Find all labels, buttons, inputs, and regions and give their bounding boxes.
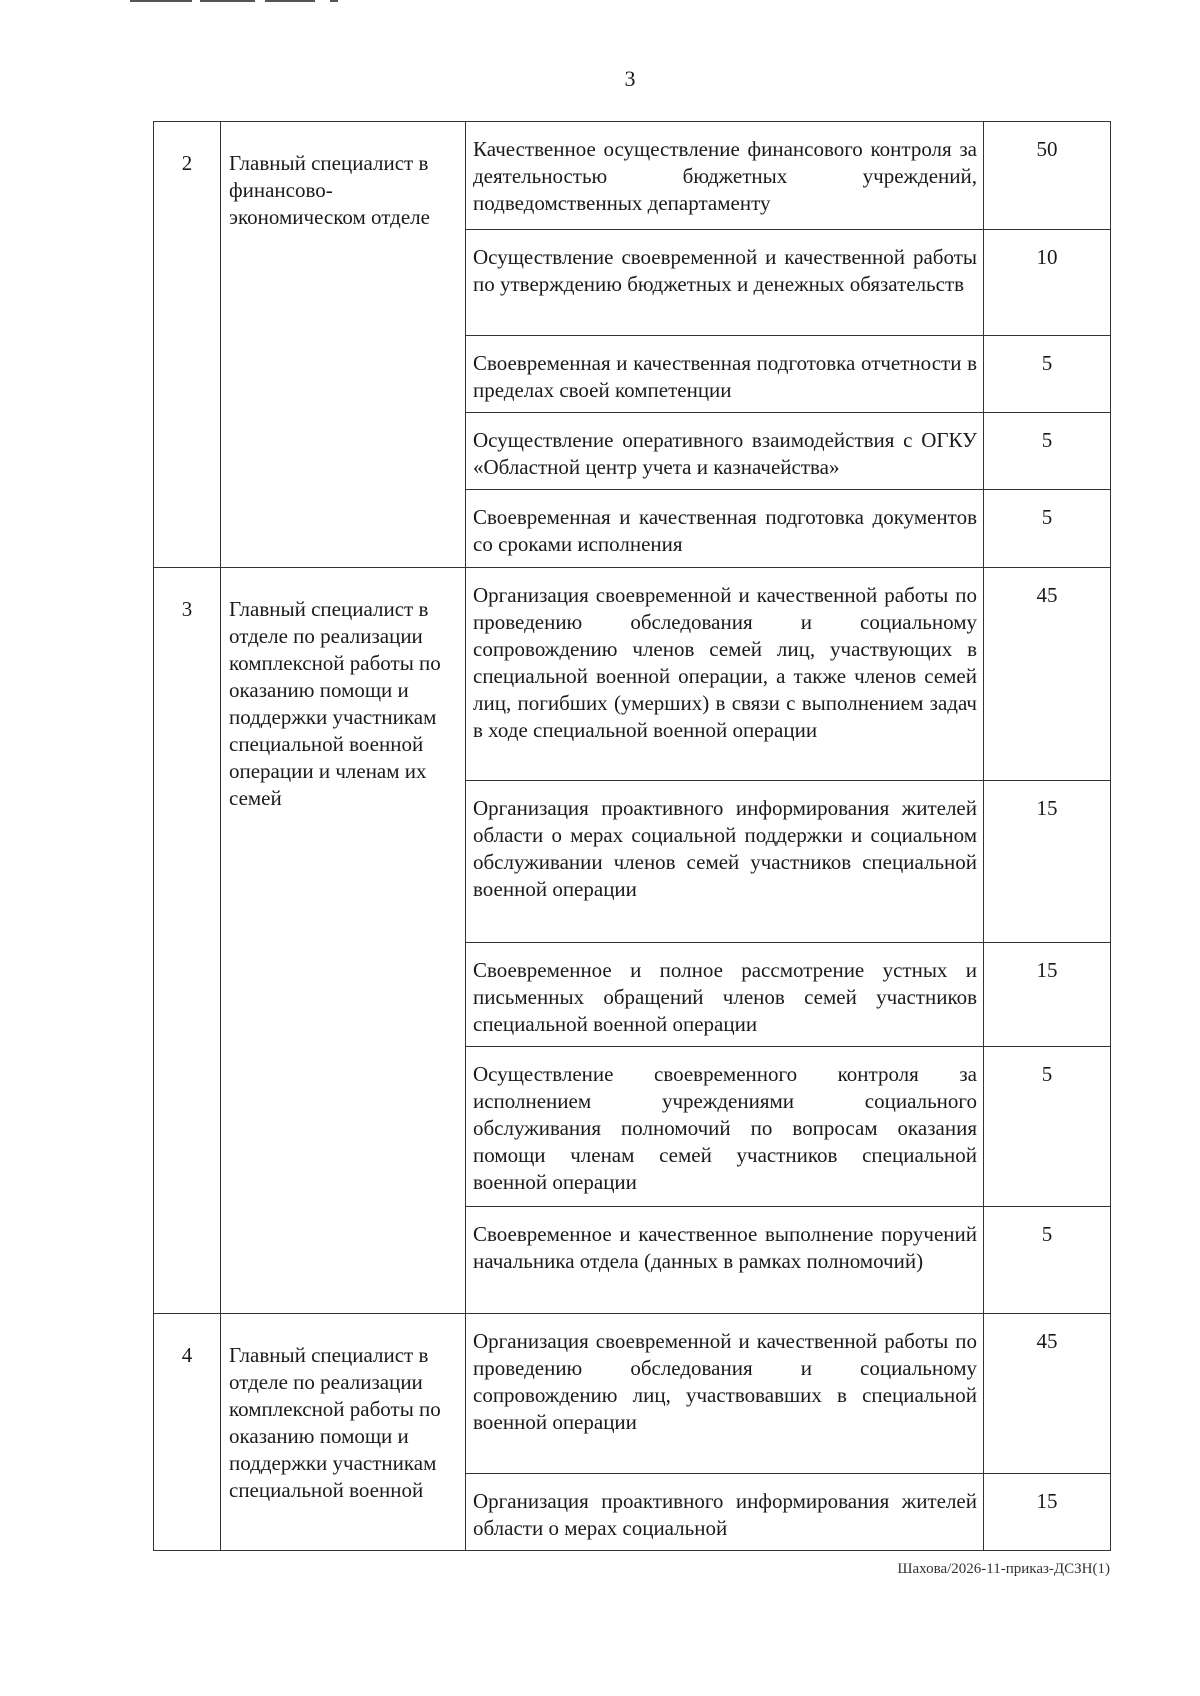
- criterion-score: 15: [984, 781, 1111, 943]
- criterion-text: Организация своевременной и качественной работы по проведению обследования и социальному сопровождению членов семей лиц, участвующих в специальной военной операции, а также членов семей лиц, погибших (умерших) в связи с выполнением задач в ходе специальной военной операции: [466, 568, 984, 781]
- criterion-score: 15: [984, 1474, 1111, 1551]
- document-footer-code: Шахова/2026-11-приказ-ДСЗН(1): [897, 1561, 1110, 1577]
- position-title: Главный специалист в финансово-экономическом отделе: [221, 122, 466, 568]
- criterion-text: Своевременное и полное рассмотрение устных и письменных обращений членов семей участников специальной военной операции: [466, 943, 984, 1047]
- criterion-text: Качественное осуществление финансового контроля за деятельностью бюджетных учреждений, подведомственных департаменту: [466, 122, 984, 230]
- criterion-text: Осуществление своевременного контроля за исполнением учреждениями социального обслуживания полномочий по вопросам оказания помощи членам семей участников специальной военной операции: [466, 1047, 984, 1207]
- scan-artifact-marks: [130, 0, 370, 3]
- criterion-text: Осуществление оперативного взаимодействия с ОГКУ «Областной центр учета и казначейства»: [466, 413, 984, 490]
- criterion-text: Организация проактивного информирования жителей области о мерах социальной поддержки и социальном обслуживании членов семей участников специальной военной операции: [466, 781, 984, 943]
- criterion-score: 45: [984, 1314, 1111, 1474]
- criterion-text: Осуществление своевременной и качественной работы по утверждению бюджетных и денежных обязательств: [466, 230, 984, 336]
- criterion-score: 50: [984, 122, 1111, 230]
- table-row: [154, 1314, 1111, 1474]
- criteria-table: [153, 121, 1111, 1551]
- position-title: Главный специалист в отделе по реализации комплексной работы по оказанию помощи и поддержки участникам специальной военной: [221, 1314, 466, 1551]
- row-number: 4: [154, 1314, 221, 1551]
- criterion-score: 5: [984, 413, 1111, 490]
- position-title: Главный специалист в отделе по реализации комплексной работы по оказанию помощи и поддержки участникам специальной военной операции и членам их семей: [221, 568, 466, 1314]
- criterion-score: 5: [984, 490, 1111, 568]
- criterion-score: 45: [984, 568, 1111, 781]
- table-row: [154, 122, 1111, 230]
- page-number: 3: [624, 66, 636, 91]
- criterion-score: 5: [984, 1207, 1111, 1314]
- criterion-text: Своевременная и качественная подготовка документов со сроками исполнения: [466, 490, 984, 568]
- table-row: [154, 568, 1111, 781]
- row-number: 2: [154, 122, 221, 568]
- criterion-text: Организация своевременной и качественной работы по проведению обследования и социальному сопровождению лиц, участвовавших в специальной военной операции: [466, 1314, 984, 1474]
- criterion-text: Своевременная и качественная подготовка отчетности в пределах своей компетенции: [466, 336, 984, 413]
- criterion-text: Своевременное и качественное выполнение поручений начальника отдела (данных в рамках полномочий): [466, 1207, 984, 1314]
- criterion-score: 15: [984, 943, 1111, 1047]
- row-number: 3: [154, 568, 221, 1314]
- criterion-score: 5: [984, 1047, 1111, 1207]
- criterion-score: 10: [984, 230, 1111, 336]
- criterion-text: Организация проактивного информирования жителей области о мерах социальной: [466, 1474, 984, 1551]
- criterion-score: 5: [984, 336, 1111, 413]
